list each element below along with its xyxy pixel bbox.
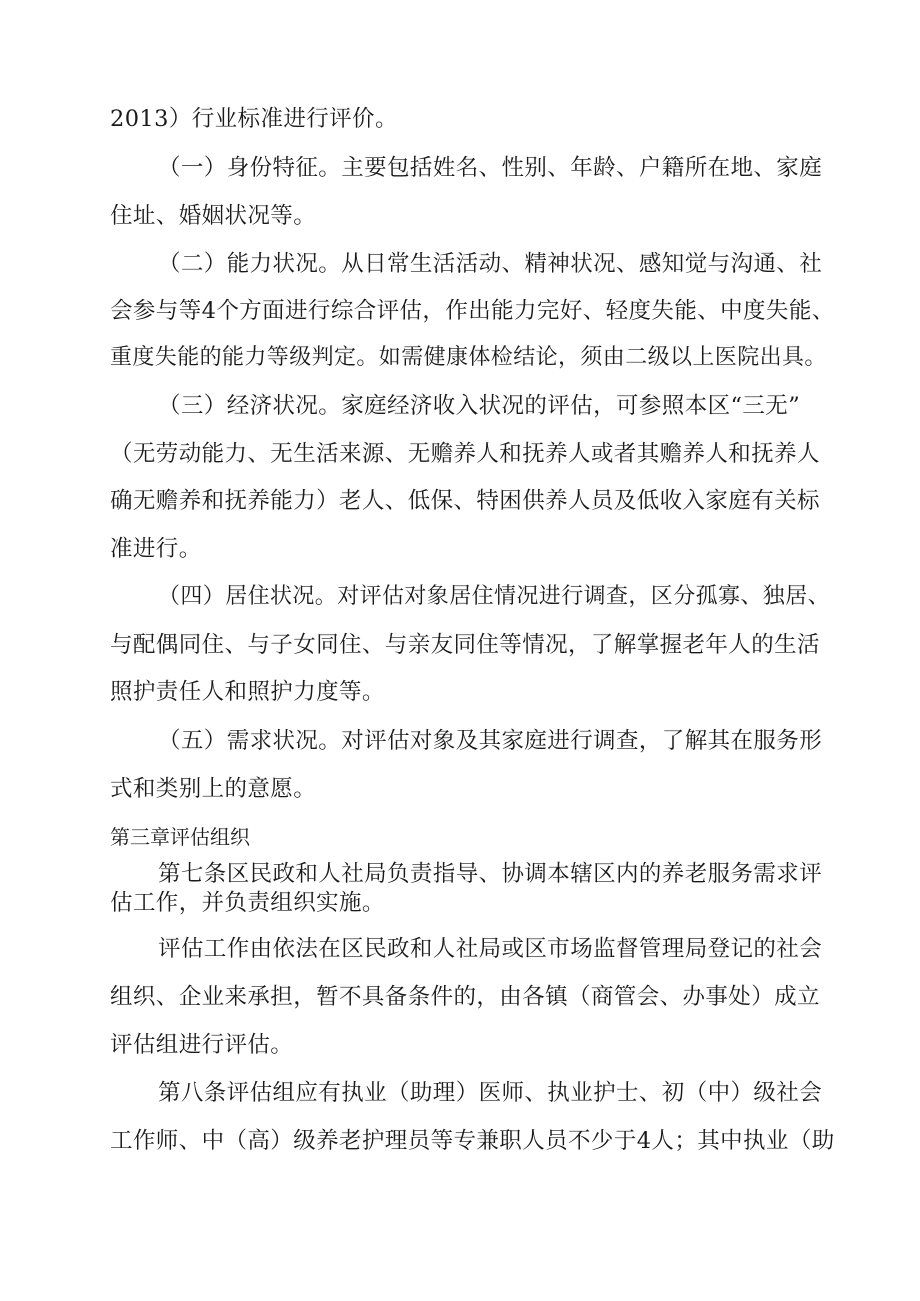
- body-text-line: 第八条评估组应有执业（助理）医师、执业护士、初（中）级社会: [158, 1080, 823, 1106]
- body-text-line: 式和类别上的意愿。: [110, 776, 317, 802]
- body-text-line: （四）居住状况。对评估对象居住情况进行调查，区分孤寡、独居、: [158, 584, 831, 609]
- body-text-line: 估工作，并负责组织实施。: [110, 890, 385, 916]
- body-text-line: （三）经济状况。家庭经济收入状况的评估，可参照本区“三无”: [158, 393, 801, 419]
- body-text-line: 与配偶同住、与子女同住、与亲友同住等情况，了解掌握老年人的生活: [110, 632, 820, 658]
- body-text-line: 确无赡养和抚养能力）老人、低保、特困供养人员及低收入家庭有关标: [110, 488, 820, 514]
- chapter-heading: 第三章评估组织: [110, 825, 250, 849]
- body-text-line: 重度失能的能力等级判定。如需健康体检结论，须由二级以上医院出具。: [110, 345, 827, 370]
- body-text-line: 会参与等4个方面进行综合评估，作出能力完好、轻度失能、中度失能、: [110, 298, 835, 324]
- body-text-line: 组织、企业来承担，暂不具备条件的，由各镇（商管会、办事处）成立: [110, 984, 820, 1010]
- body-text-line: 照护责任人和照护力度等。: [110, 679, 385, 705]
- body-text-line: 评估组进行评估。: [110, 1032, 294, 1058]
- body-text-line: （一）身份特征。主要包括姓名、性别、年龄、户籍所在地、家庭: [158, 155, 823, 181]
- body-text-line: （五）需求状况。对评估对象及其家庭进行调查，了解其在服务形: [158, 728, 823, 754]
- body-text-line: 第七条区民政和人社局负责指导、协调本辖区内的养老服务需求评: [158, 861, 823, 887]
- body-text-line: 住址、婚姻状况等。: [110, 203, 317, 229]
- body-text-line: 2013）行业标准进行评价。: [110, 106, 398, 132]
- body-text-line: 工作师、中（高）级养老护理员等专兼职人员不少于4人；其中执业（助: [110, 1128, 835, 1154]
- body-text-line: 准进行。: [110, 536, 202, 562]
- body-text-line: （二）能力状况。从日常生活活动、精神状况、感知觉与沟通、社: [158, 251, 823, 277]
- body-text-line: （无劳动能力、无生活来源、无赡养人和抚养人或者其赡养人和抚养人: [110, 441, 820, 467]
- body-text-line: 评估工作由依法在区民政和人社局或区市场监督管理局登记的社会: [158, 936, 823, 962]
